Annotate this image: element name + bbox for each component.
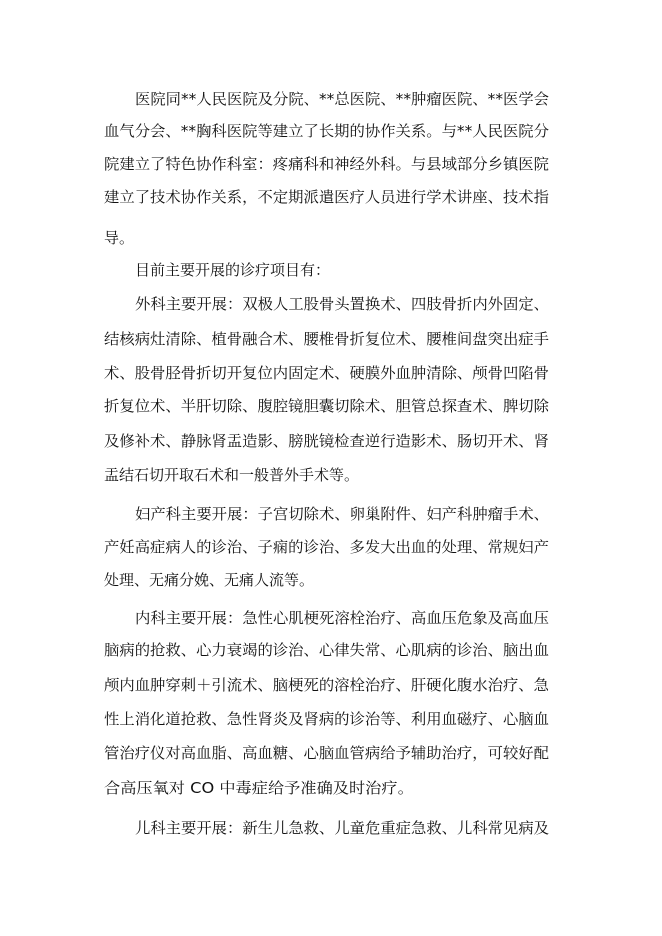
text-line (0, 257, 662, 283)
text-line (0, 637, 662, 663)
text-span: 建立了技术协作关系，不定期派遣医疗人员进行学术讲座、技术指 (104, 188, 549, 206)
text-line (0, 605, 662, 631)
text-line (0, 501, 662, 527)
text-span: 及修补术、静脉肾盂造影、膀胱镜检查逆行造影术、肠切开术、肾 (104, 432, 549, 450)
text-span: 结核病灶清除、植骨融合术、腰椎骨折复位术、腰椎间盘突出症手 (104, 330, 549, 348)
text-span: 术、股骨胫骨折切开复位内固定术、硬膜外血肿清除、颅骨凹陷骨 (104, 364, 549, 382)
text-span: 血气分会、**胸科医院等建立了长期的协作关系。与**人民医院分 (104, 122, 549, 140)
text-line (0, 360, 662, 386)
text-line (0, 428, 662, 454)
text-line (0, 86, 662, 112)
text-line (0, 567, 662, 593)
text-span: 性上消化道抢救、急性肾炎及肾病的诊治等、利用血磁疗、心脑血 (104, 710, 549, 728)
text-span: 儿科主要开展：新生儿急救、儿童危重症急救、儿科常见病及 (135, 819, 549, 837)
text-span: 盂结石切开取石术和一般普外手术等。 (104, 466, 360, 484)
text-span: 内科主要开展：急性心肌梗死溶栓治疗、高血压危象及高血压 (135, 609, 549, 627)
text-span: 颅内血肿穿刺＋引流术、脑梗死的溶栓治疗、肝硬化腹水治疗、急 (104, 676, 549, 694)
text-line (0, 151, 662, 177)
text-span: 折复位术、半肝切除、腹腔镜胆囊切除术、胆管总探查术、脾切除 (104, 397, 549, 415)
text-span: 脑病的抢救、心力衰竭的诊治、心律失常、心肌病的诊治、脑出血 (104, 641, 549, 659)
text-span: 处理、无痛分娩、无痛人流等。 (104, 571, 315, 589)
text-line (0, 462, 662, 488)
text-span: 目前主要开展的诊疗项目有： (135, 261, 331, 279)
text-line (0, 393, 662, 419)
text-line (0, 815, 662, 841)
text-line (0, 118, 662, 144)
text-span: 导。 (104, 229, 135, 247)
text-line (0, 291, 662, 317)
text-span: 合高压氧对 CO 中毒症给予准确及时治疗。 (104, 779, 414, 797)
text-line (0, 740, 662, 766)
text-line (0, 672, 662, 698)
text-span: 管治疗仪对高血脂、高血糖、心脑血管病给予辅助治疗，可较好配 (104, 744, 549, 762)
text-line (0, 225, 662, 251)
text-line (0, 706, 662, 732)
text-line (0, 326, 662, 352)
text-span: 院建立了特色协作科室：疼痛科和神经外科。与县域部分乡镇医院 (104, 155, 549, 173)
text-span: 医院同**人民医院及分院、**总医院、**肿瘤医院、**医学会 (135, 90, 549, 108)
text-span: 外科主要开展：双极人工股骨头置换术、四肢骨折内外固定、 (135, 295, 549, 313)
text-span: 产妊高症病人的诊治、子痫的诊治、多发大出血的处理、常规妇产 (104, 538, 549, 556)
text-line (0, 184, 662, 210)
text-line (0, 534, 662, 560)
text-span: 妇产科主要开展：子宫切除术、卵巢附件、妇产科肿瘤手术、 (135, 505, 549, 523)
text-line (0, 775, 662, 801)
